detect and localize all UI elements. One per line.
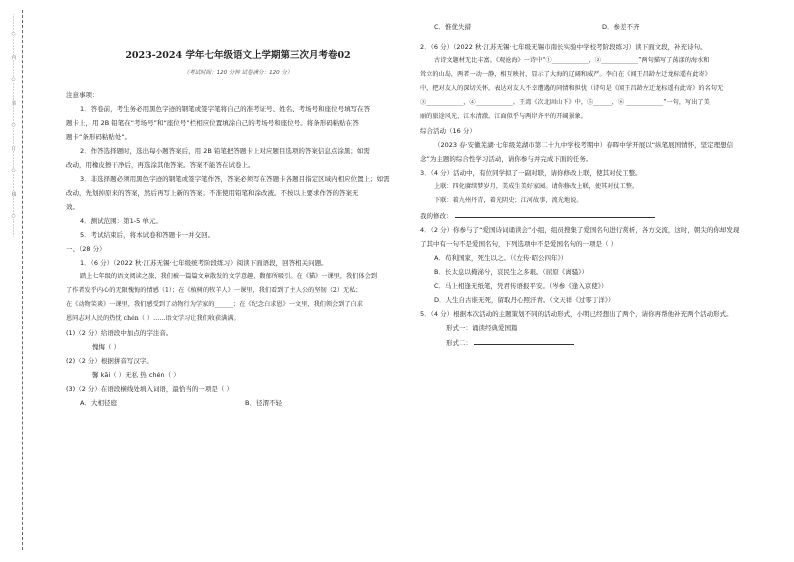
- question-1-2: (2)（2 分）根据拼音写汉字。: [66, 357, 153, 365]
- question-1-1-item: 愧悔（ ）: [92, 343, 121, 351]
- question-2-intro: 2．（6 分）（2022 秋·江苏无锡·七年级无锡市南长实验中学校考阶段练习）读下面文段，补充诗句。: [420, 43, 707, 51]
- notice-line: 题卡上，用 2B 铅笔在“考场号”和“座位号”栏相应位置填涂自己的考场号和座位号。将条形码粘贴在答: [66, 119, 359, 127]
- notice-line: 1．答卷前，考生务必用黑色字迹的钢笔或签字笔将自己的准考证号、姓名、考场号和座位号填写在答: [80, 105, 371, 113]
- notice-heading: 注意事项：: [66, 91, 99, 99]
- answer-blank[interactable]: [474, 337, 574, 345]
- question-1-3: (3)（2 分）在语段横线处填入词语，最恰当的一项是（ ）: [66, 385, 233, 393]
- question-1-3-options-cont: [420, 22, 770, 32]
- section-heading: 一、（28 分）: [66, 245, 106, 253]
- question-1-3-options: [66, 398, 410, 408]
- form-2-row: [420, 337, 770, 348]
- couplet-lower: 下联：着九州丹青，着光阴史；江河故事，流光地说。: [434, 197, 583, 204]
- page-title: 2023-2024 学年七年级语文上学期第三次月考卷02: [125, 50, 351, 61]
- poem-line: 中，把对友人的深切关怀，表达对友人不幸遭遇的同情和担忧（诗句是《闻王昌龄左迁龙标遥有此寄》的名句无: [420, 85, 724, 92]
- option-a: A．苟利国家，死生以之。（《左传·昭公四年》）: [434, 254, 568, 262]
- passage-line: 了作者发乎内心的无限愧悔的情感（1）；在《植树的牧羊人》一课里，我们看到了主人公的坚韧（2）无私；: [66, 287, 362, 294]
- form-2-label: 形式二：: [446, 339, 472, 347]
- question-4-line: 4．（2 分）你参与了“爱国诗词诵读会”小组，组员搜集了爱国名句进行赏析，各方交流，这时，朝尖的你却发现: [420, 226, 740, 234]
- answer-blank[interactable]: [455, 210, 655, 218]
- passage-line: 在《动物笑谈》一课里，我们感受到了动物行为学家的______；在《纪念白求恩》一文里，我们领会到了白求: [66, 301, 363, 308]
- activity-line: 念”为主题的综合性学习活动，请你参与并完成下面的任务。: [420, 155, 593, 163]
- notice-line: 5．考试结束后，将本试卷和答题卡一并交回。: [80, 231, 215, 239]
- couplet-upper: 上联：四化赓续梦岁月，美成生美好家园。请你修改上联，使其对仗工整。: [434, 183, 639, 190]
- option-d: D．人生自古谁无死，留取丹心照汗青。（文天祥《过零丁洋》）: [434, 296, 615, 304]
- form-1: 形式一：诵读经典爱国篇: [446, 324, 518, 332]
- option-b: B．径渭不轻: [245, 399, 282, 407]
- question-1-1: (1)（2 分）给语段中加点的字注音。: [66, 329, 173, 337]
- option-c: C．惟优失措: [434, 23, 472, 31]
- option-a: A．大相径庭: [80, 399, 117, 407]
- poem-line: 古诗文题材无比丰富。《观沧海》一诗中“①____________，②____________”两句描写了荡漾的海水和: [434, 57, 710, 64]
- notice-line: 2．作答选择题时，选出每小题答案后，用 2B 铅笔把答题卡上对应题目选项的答案信息点涂黑；如需: [80, 147, 370, 155]
- right-column: [420, 22, 770, 352]
- option-d: D．参差不齐: [602, 23, 640, 31]
- question-1-intro: 1．（6 分）（2022 秋·江苏无锡·七年级统考阶段练习）阅读下面语段，回答相关问题。: [80, 259, 328, 267]
- my-edit-row: [420, 210, 770, 221]
- activity-heading: 综合活动（16 分）: [420, 127, 476, 135]
- notice-line: 4．测试范围：第1-5 单元。: [80, 217, 162, 225]
- poem-line: 耸立的山岛，两者一动一静，相互映衬，显示了大海的辽阔和威严。李白在《闻王昌龄左迁龙标遥有此寄》: [420, 71, 711, 78]
- question-5: 5．（4 分）根据本次活动的主题策划不同的活动形式，小明已经想出了两个，请你再帮他补充两个活动形式。: [420, 310, 733, 318]
- notice-line: 题卡“条形码粘贴处”。: [66, 133, 132, 141]
- option-b: B．长太息以掩涕兮，哀民生之多艰。（屈原《离骚》）: [434, 268, 588, 276]
- activity-line: （2023 春·安徽芜湖·七年级芜湖市第二十九中学校考期中）春晖中学开展以“纵笔展国情怀，坚定理想信: [434, 141, 734, 149]
- passage-line: 踏上七年级的语文阅读之旅，我们被一篇篇文章散发的文学意趣、馥郁所吸引。在《猫》一课里，我们体会到: [80, 273, 377, 280]
- notice-line: 改动，用橡皮擦干净后，再选涂其他答案。答案不能答在试卷上。: [66, 161, 255, 169]
- cut-line: [22, 10, 31, 550]
- notice-line: 效。: [66, 203, 79, 211]
- poem-line: ③____________，④____________。王湾《次北固山下》中，⑤______，⑥ ____________”一句，写出了美: [420, 99, 710, 106]
- question-4-line: 了其中有一句不是爱国名句，下列选项中不是爱国名句的一项是（ ）: [420, 240, 618, 248]
- my-edit-label: 我的修改：: [420, 212, 453, 220]
- notice-line: 改动，先划掉原来的答案，然后再写上新的答案；不准使用铅笔和涂改液。不按以上要求作答的答案无: [66, 189, 359, 197]
- passage-line: 恩同志对人民的热忱 chén（ ）……语文学习让我们收获满满。: [66, 315, 240, 322]
- notice-line: 3．非选择题必须用黑色字迹的钢笔或签字笔作答，答案必须写在答题卡各题目指定区域内相应位置上；如需: [80, 175, 390, 183]
- poem-line: 丽的旅途风光，江水清澈，江面似乎与两岸齐平的开阔景象。: [420, 113, 588, 120]
- option-c: C．马上相逢无纸笔，凭君传语报平安。（岑参《逢入京使》）: [434, 282, 608, 290]
- cut-line-text: …………○…………内…………○…………装…………○…………订…………○…………线…………○…………: [11, 14, 16, 237]
- exam-info: （考试时间：120 分钟 试卷满分：120 分）: [183, 70, 293, 76]
- question-3: 3．（4 分）活动中，有位同学拟了一副对联，请你修改上联，使其对仗工整。: [420, 169, 642, 177]
- question-1-2-item: 馨 kāi（ ）无私 热 chén（ ）: [92, 371, 180, 379]
- left-column: [66, 22, 410, 412]
